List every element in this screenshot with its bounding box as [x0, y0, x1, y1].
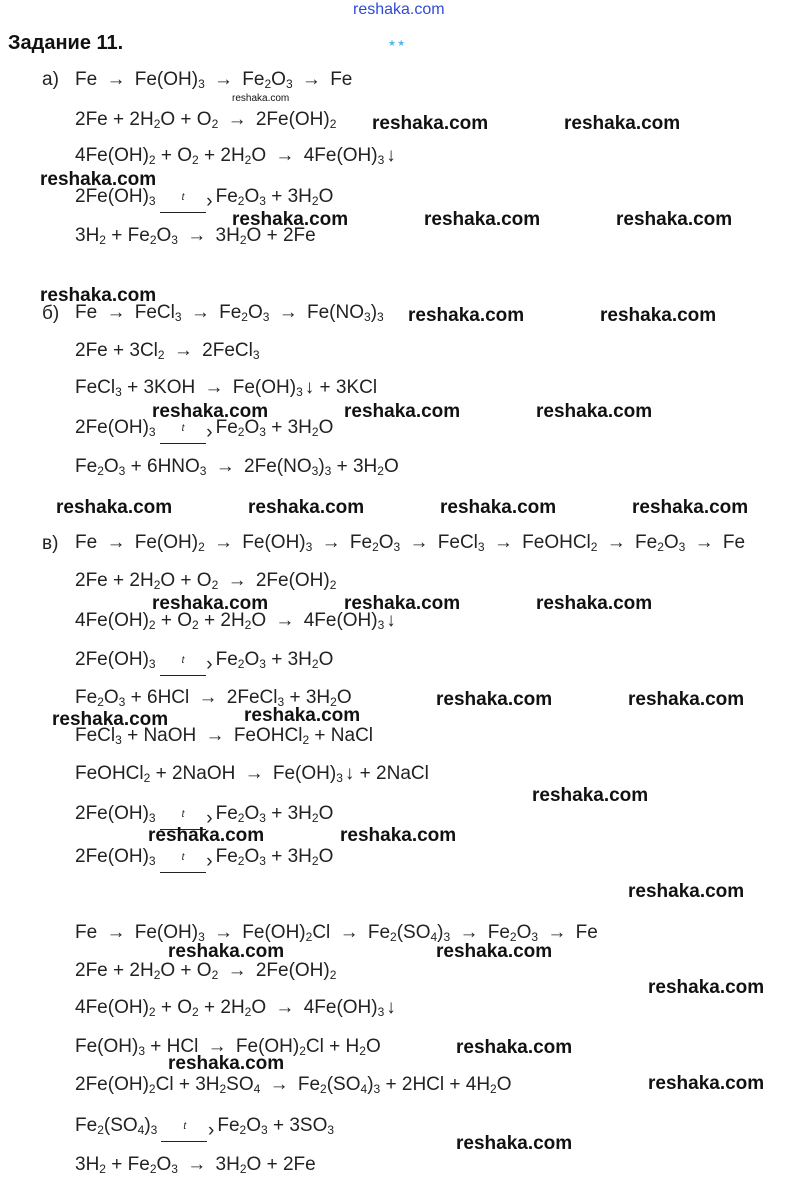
watermark: reshaka.com — [628, 689, 745, 710]
equation-v-3: $2Fe(OH)_3$ › $Fe_2O_3 + 3H_2O$ — [75, 649, 334, 676]
watermark: reshaka.com — [536, 593, 653, 614]
equation-v-2: $4Fe(OH)_2 + O_2 + 2H_2O \to 4Fe(OH)_3$ ↓ — [75, 610, 396, 632]
watermark: reshaka.com — [168, 1053, 285, 1074]
watermark: reshaka.com — [436, 941, 553, 962]
watermark: reshaka.com — [532, 785, 649, 806]
equation-a-3: $2Fe(OH)_3$ › $Fe_2O_3 + 3H_2O$ — [75, 186, 334, 213]
section-label-a: а) — [42, 69, 59, 90]
equation-v-1: $2Fe + 2H_2O + O_2 \to 2Fe(OH)_2$ — [75, 570, 337, 592]
watermark: reshaka.com — [148, 825, 265, 846]
watermark: reshaka.com — [40, 285, 157, 306]
watermark: reshaka.com — [372, 113, 489, 134]
equation-b-1: $2Fe + 3Cl_2$ → 2FeCl$_3$ — [75, 340, 260, 362]
site-header[interactable]: reshaka.com — [353, 1, 445, 18]
equation-g-1: $2Fe + 2H_2O + O_2 \to 2Fe(OH)_2$ — [75, 960, 337, 982]
equation-v-5: FeCl$_3$ + NaOH → FeOHCl$_2$ + NaCl — [75, 725, 374, 747]
equation-v-8: $2Fe(OH)_3$ › $Fe_2O_3 + 3H_2O$ — [75, 846, 334, 873]
section-label-v: в) — [42, 533, 59, 554]
equation-b-chain: Fe → FeCl$_3$ → $Fe_2O_3 \to Fe(NO_3)_3$ — [75, 302, 384, 324]
stars-decoration: ★★ — [388, 38, 407, 48]
section-label-b: б) — [42, 303, 60, 324]
watermark: reshaka.com — [436, 689, 553, 710]
equation-v-6: FeOHCl$_2$ + 2NaOH → $Fe(OH)_3$ ↓ + 2NaCl — [75, 763, 429, 785]
equation-a-4: $3H_2 + Fe_2O_3 \to 3H_2O + 2Fe$ — [75, 225, 316, 247]
equation-v-7: $2Fe(OH)_3$ › $Fe_2O_3 + 3H_2O$ — [75, 803, 334, 830]
watermark: reshaka.com — [344, 401, 461, 422]
equation-v-4: $Fe_2O_3 + 6HCl$ → 2FeCl$_3$ + $3H_2O$ — [75, 687, 352, 709]
watermark: reshaka.com — [632, 497, 749, 518]
watermark: reshaka.com — [340, 825, 457, 846]
equation-a-1: $2Fe + 2H_2O + O_2 \to 2Fe(OH)_2$ — [75, 109, 337, 131]
watermark: reshaka.com — [456, 1133, 573, 1154]
watermark: reshaka.com — [56, 497, 173, 518]
watermark: reshaka.com — [168, 941, 285, 962]
task-title: Задание 11. — [8, 32, 124, 54]
watermark: reshaka.com — [52, 709, 169, 730]
watermark: reshaka.com — [408, 305, 525, 326]
equation-b-2: FeCl$_3$ + $3KOH \to Fe(OH)_3$ ↓ + 3KCl — [75, 377, 378, 399]
watermark: reshaka.com — [648, 977, 765, 998]
equation-g-4: $2Fe(OH)_2Cl + 3H_2SO_4 \to Fe_2(SO_4)_3 + 2HCl + 4H_2O$ — [75, 1074, 512, 1096]
equation-b-4: $Fe_2O_3 + 6HNO_3 \to 2Fe(NO_3)_3 + 3H_2O$ — [75, 456, 399, 478]
watermark: reshaka.com — [440, 497, 557, 518]
watermark: reshaka.com — [536, 401, 653, 422]
watermark: reshaka.com — [600, 305, 717, 326]
watermark: reshaka.com — [344, 593, 461, 614]
watermark: reshaka.com — [564, 113, 681, 134]
watermark: reshaka.com — [616, 209, 733, 230]
watermark: reshaka.com — [152, 401, 269, 422]
equation-g-6: $3H_2 + Fe_2O_3 \to 3H_2O + 2Fe$ — [75, 1154, 316, 1176]
equation-g-2: $4Fe(OH)_2 + O_2 + 2H_2O \to 4Fe(OH)_3$ ↓ — [75, 997, 396, 1019]
equation-a-chain: $Fe \to Fe(OH)_3 \to Fe_2O_3 \to Fe$ — [75, 69, 353, 91]
watermark: reshaka.com — [648, 1073, 765, 1094]
watermark-small: reshaka.com — [232, 93, 290, 104]
watermark: reshaka.com — [152, 593, 269, 614]
equation-g-5: $Fe_2(SO_4)_3$ › $Fe_2O_3 + 3SO_3$ — [75, 1115, 335, 1142]
watermark: reshaka.com — [424, 209, 541, 230]
watermark: reshaka.com — [244, 705, 361, 726]
equation-g-3: $Fe(OH)_3$ + HCl → $Fe(OH)_2Cl + H_2O$ — [75, 1036, 381, 1058]
watermark: reshaka.com — [628, 881, 745, 902]
equation-b-3: $2Fe(OH)_3$ › $Fe_2O_3 + 3H_2O$ — [75, 417, 334, 444]
watermark: reshaka.com — [40, 169, 157, 190]
watermark: reshaka.com — [248, 497, 365, 518]
equation-v-chain: $Fe \to Fe(OH)_2 \to Fe(OH)_3 \to Fe_2O_3$ → FeCl$_3$ → FeOHCl$_2$ → $Fe_2O_3 \to Fe$ — [75, 532, 746, 554]
watermark: reshaka.com — [456, 1037, 573, 1058]
equation-a-2: $4Fe(OH)_2 + O_2 + 2H_2O \to 4Fe(OH)_3$ ↓ — [75, 145, 396, 167]
watermark: reshaka.com — [232, 209, 349, 230]
equation-g-chain: $Fe \to Fe(OH)_3 \to Fe(OH)_2Cl \to Fe_2(SO_4)_3 \to Fe_2O_3 \to Fe$ — [75, 922, 598, 944]
